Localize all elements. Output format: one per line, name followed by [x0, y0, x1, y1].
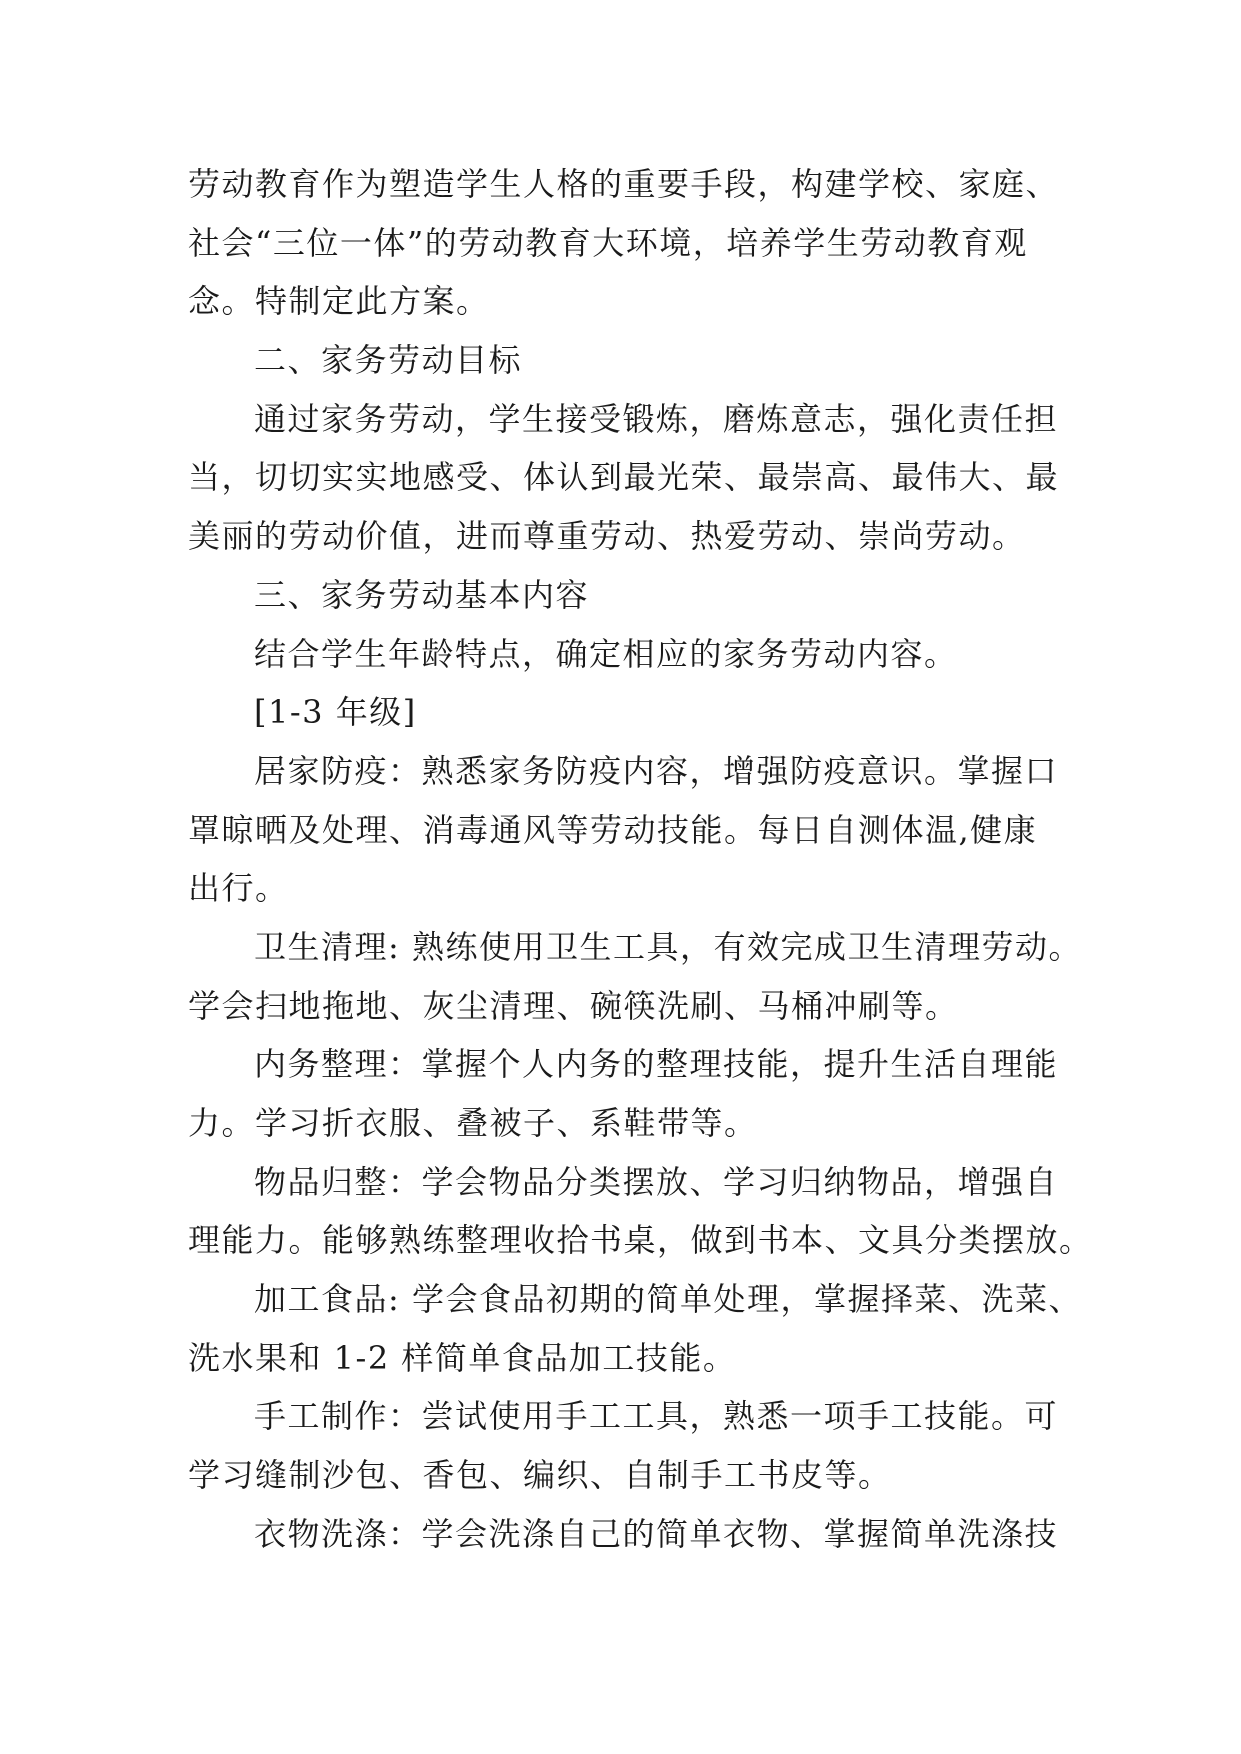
body-line: 物品归整：学会物品分类摆放、学习归纳物品，增强自 [254, 1162, 1059, 1201]
body-line: 美丽的劳动价值，进而尊重劳动、热爱劳动、崇尚劳动。 [188, 517, 1026, 556]
body-line: 当，切切实实地感受、体认到最光荣、最崇高、最伟大、最 [188, 458, 1060, 497]
body-line: 力。学习折衣服、叠被子、系鞋带等。 [188, 1104, 758, 1142]
body-line: 念。特制定此方案。 [188, 282, 490, 321]
body-line: 学会扫地拖地、灰尘清理、碗筷洗刷、马桶冲刷等。 [188, 986, 959, 1025]
body-line: 居家防疫：熟悉家务防疫内容，增强防疫意识。掌握口 [254, 751, 1059, 790]
section-heading-content: 三、家务劳动基本内容 [254, 575, 590, 614]
body-line: 卫生清理: 熟练使用卫生工具，有效完成卫生清理劳动。 [254, 927, 1082, 966]
grade-heading: [1-3 年级] [254, 693, 417, 732]
section-heading-goals: 二、家务劳动目标 [254, 341, 523, 380]
body-line: 通过家务劳动，学生接受锻炼，磨炼意志，强化责任担 [254, 399, 1059, 438]
body-line: 手工制作：尝试使用手工工具，熟悉一项手工技能。可 [254, 1397, 1059, 1436]
body-line: 出行。 [188, 869, 289, 908]
body-line: 内务整理：掌握个人内务的整理技能，提升生活自理能 [254, 1045, 1059, 1084]
body-line: 学习缝制沙包、香包、编织、自制手工书皮等。 [188, 1456, 892, 1495]
body-line: 结合学生年龄特点，确定相应的家务劳动内容。 [254, 634, 958, 673]
body-line: 加工食品: 学会食品初期的简单处理，掌握择菜、洗菜、 [254, 1280, 1082, 1319]
body-line: 衣物洗涤：学会洗涤自己的简单衣物、掌握简单洗涤技 [254, 1514, 1059, 1553]
body-line: 社会“三位一体”的劳动教育大环境，培养学生劳动教育观 [188, 223, 1028, 262]
body-line: 罩晾晒及处理、消毒通风等劳动技能。每日自测体温,健康 [188, 810, 1038, 849]
document-body [188, 155, 1093, 1564]
body-line: 理能力。能够熟练整理收拾书桌，做到书本、文具分类摆放。 [188, 1221, 1093, 1260]
body-line: 劳动教育作为塑造学生人格的重要手段，构建学校、家庭、 [188, 165, 1060, 203]
body-line: 洗水果和 1-2 样简单食品加工技能。 [188, 1338, 737, 1377]
